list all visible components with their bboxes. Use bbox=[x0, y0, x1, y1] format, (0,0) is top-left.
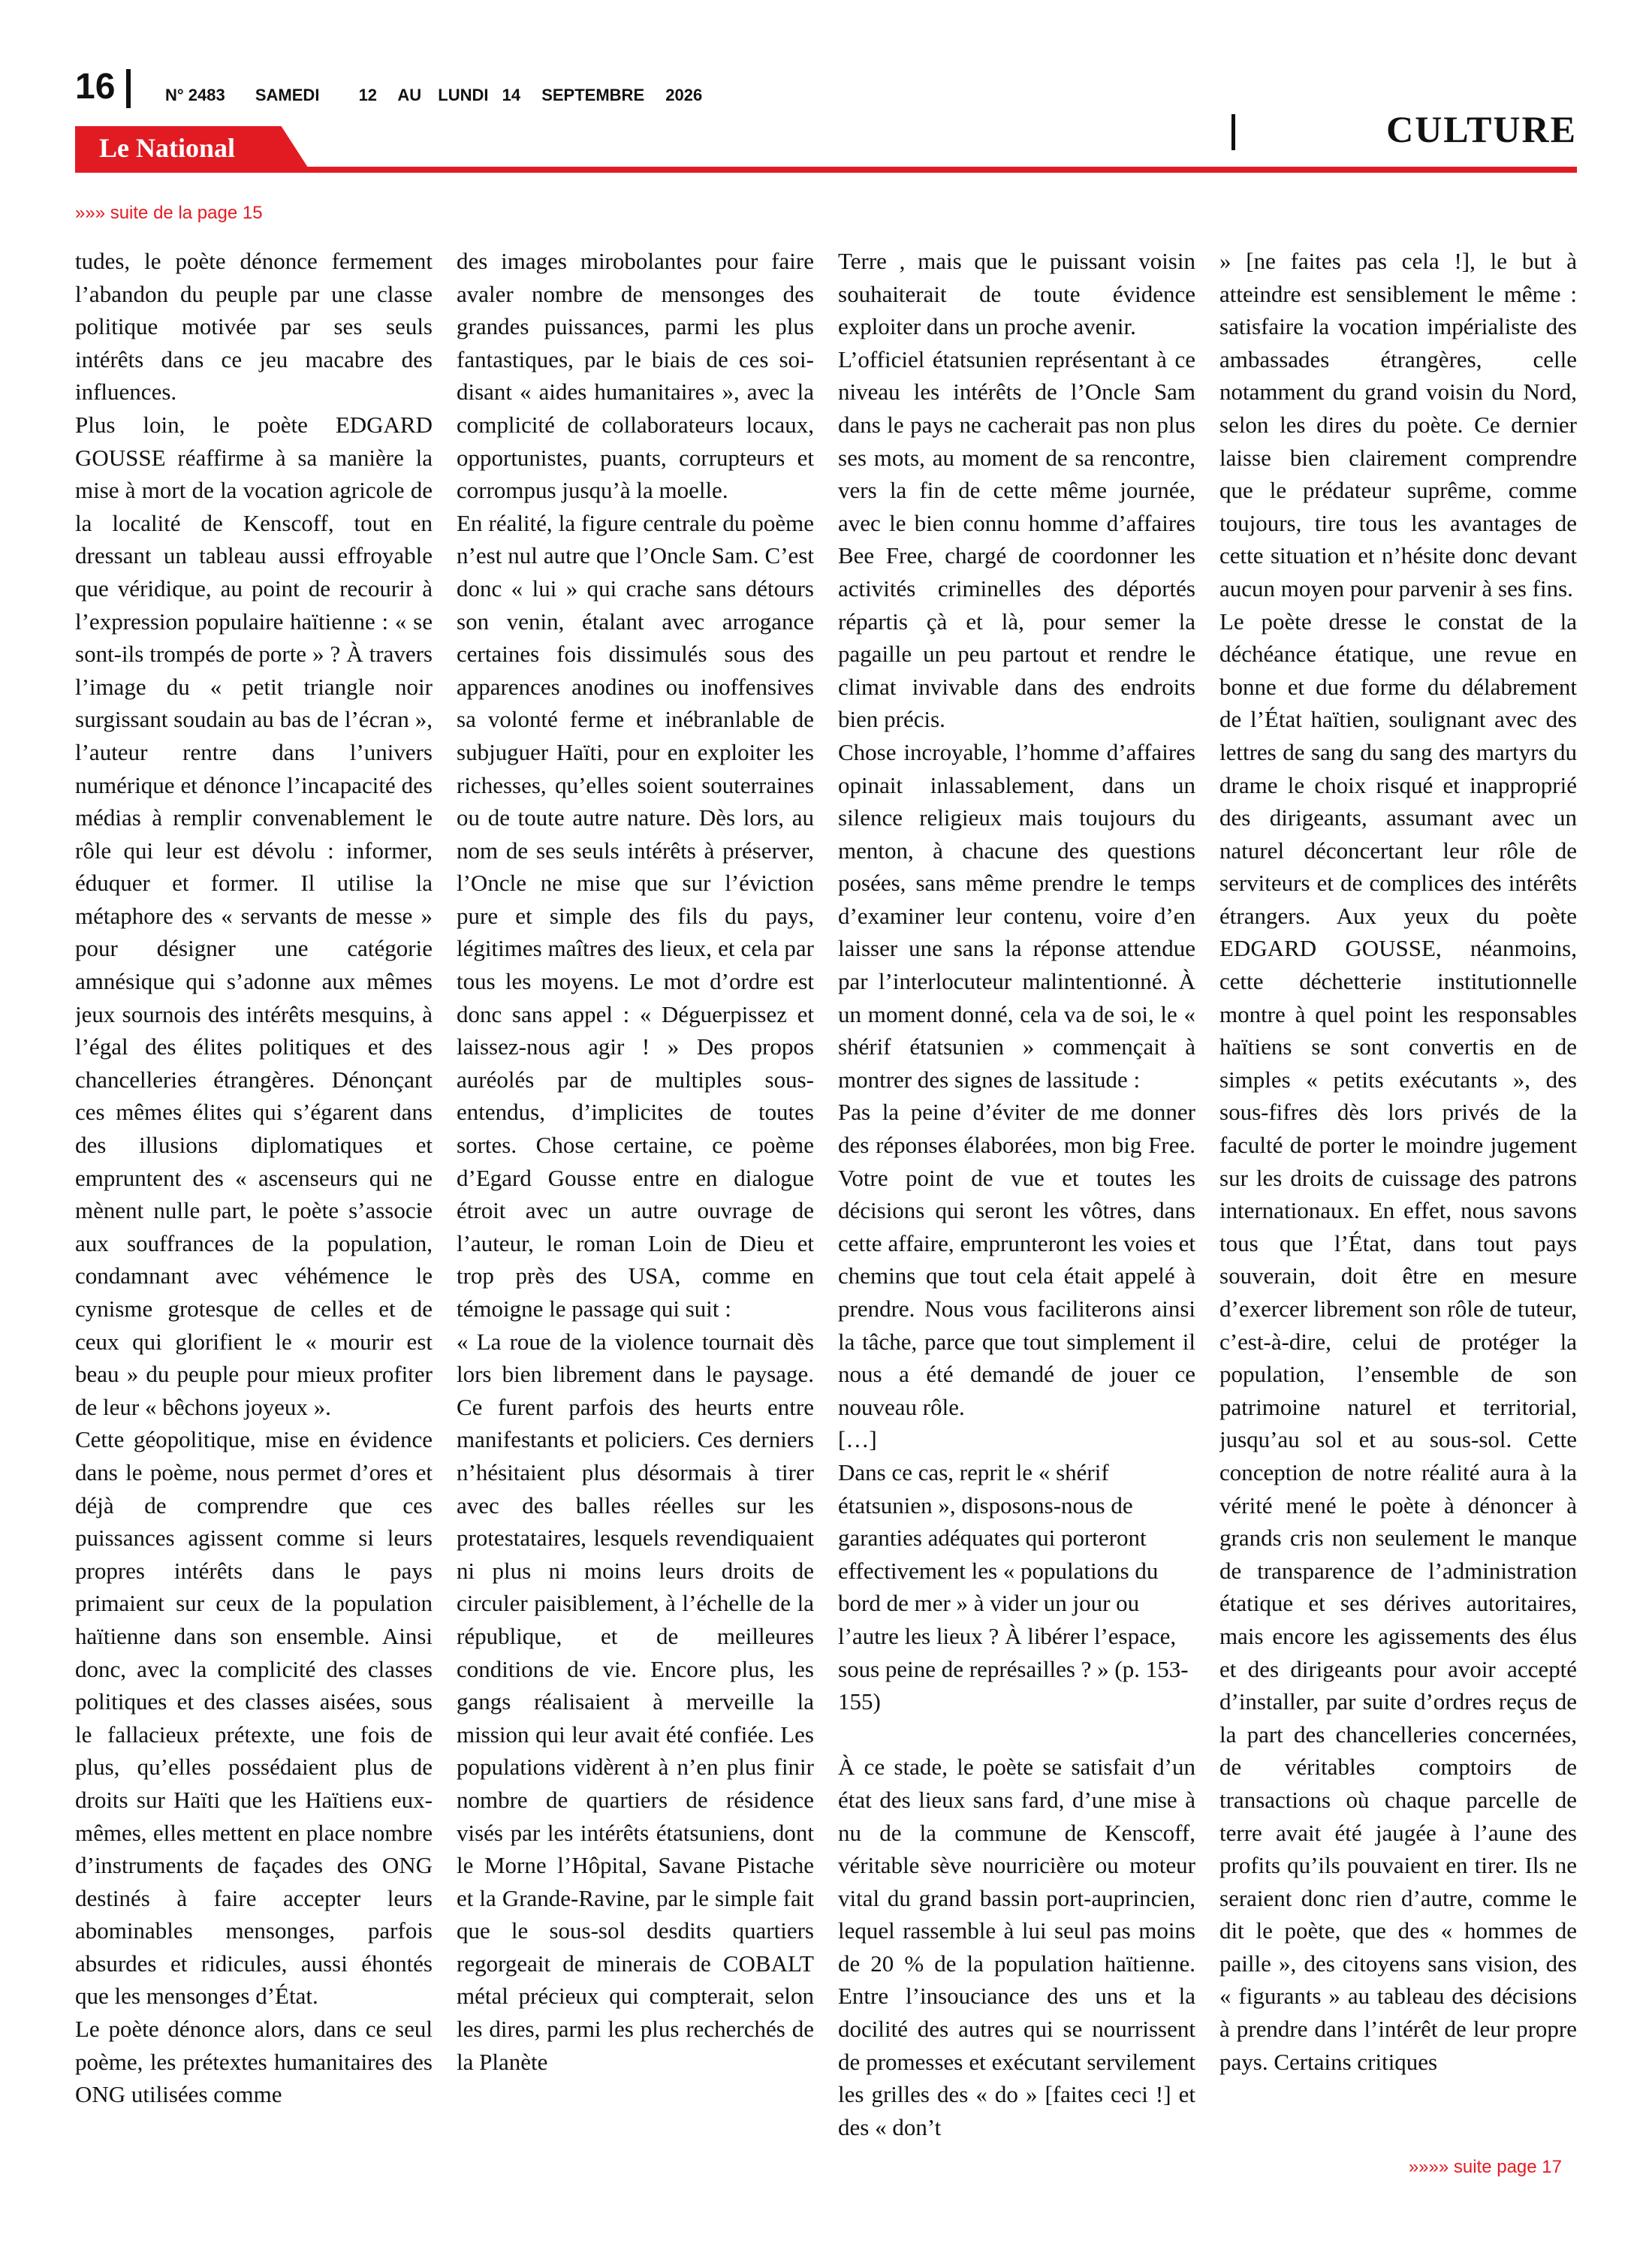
paragraph: Terre , mais que le puissant voisin souhaiterait de toute évidence exploiter dans un proche avenir. bbox=[838, 248, 1195, 340]
paragraph: L’officiel étatsunien représentant à ce niveau les intérêts de l’Oncle Sam dans le pays ne cacherait pas non plus ses mots, au moment de sa rencontre, vers la fin de cette même journée, avec le bien connu homme d’affaires Bee Free, chargé de coordonner les activités criminelles des déportés répartis çà et là, pour semer la pagaille un peu partout et rendre le climat invivable dans des endroits bien précis. bbox=[838, 345, 1195, 733]
issue-month: SEPTEMBRE bbox=[541, 86, 645, 104]
article-column-2 bbox=[457, 245, 814, 2143]
paragraph: En réalité, la figure centrale du poème n’est nul autre que l’Oncle Sam. C’est donc « lui » qui crache sans détours son venin, étalant avec arrogance certaines fois dissimulés sous des apparences anodines ou inoffensives sa volonté ferme et inébranlable de subjuguer Haïti, pour en exploiter les richesses, qu’elles soient souterraines ou de toute autre nature. Dès lors, au nom de ses seuls intérêts à préserver, l’Oncle ne mise que sur l’éviction pure et simple des fils du pays, légitimes maîtres des lieux, et cela par tous les moyens. Le mot d’ordre est donc sans appel : « Déguerpissez et laissez-nous agir ! » Des propos auréolés par de multiples sous-entendus, d’implicites de toutes sortes. Chose certaine, ce poème d’Egard Gousse entre en dialogue étroit avec un autre ouvrage de l’auteur, le roman Loin de Dieu et trop près des USA, comme en témoigne le passage qui suit : bbox=[457, 509, 814, 1322]
page-number: 16 bbox=[75, 67, 116, 107]
section-title: CULTURE bbox=[1386, 108, 1577, 150]
paragraph: Le poète dresse le constat de la déchéance étatique, une revue en bonne et due forme du délabrement de l’État haïtien, soulignant avec des lettres de sang du sang des martyrs du drame le choix risqué et inapproprié des dirigeants, assumant avec un naturel déconcertant leur rôle de serviteurs et de complices des intérêts étrangers. Aux yeux du poète EDGARD GOUSSE, néanmoins, cette déchetterie institutionnelle montre à quel point les responsables haïtiens se sont convertis en de simples « petits exécutants », des sous-fifres dès lors privés de la faculté de porter le moindre jugement sur les droits de cuissage des patrons internationaux. En effet, nous savons tous que l’État, dans tout pays souverain, doit être en mesure d’exercer librement son rôle de tuteur, c’est-à-dire, celui de protéger la population, l’ensemble de son patrimoine naturel et territorial, jusqu’au sol et au sous-sol. Cette conception de notre réalité aura à la vérité mené le poète à dénoncer à grands cris non seulement le manque de transparence de l’administration étatique et ses dérives autoritaires, mais encore les agissements des élus et des dirigeants pour avoir accepté d’installer, par suite d’ordres reçus de la part des chancelleries concernées, de véritables comptoirs de transactions où chaque parcelle de terre avait été jaugée à l’aune des profits qu’ils pouvaient en tirer. Ils ne seraient donc rien d’autre, comme le dit le poète, que des « hommes de paille », des citoyens sans vision, des « figurants » au tableau des décisions à prendre dans l’intérêt de leur propre pays. Certains critiques bbox=[1219, 608, 1577, 2075]
article-column-4 bbox=[1219, 245, 1577, 2143]
issue-connector: AU bbox=[397, 86, 422, 104]
paragraph: tudes, le poète dénonce fermement l’abandon du peuple par une classe politique motivée par ses seuls intérêts dans ce jeu macabre des influences. bbox=[75, 248, 433, 406]
brand-name: Le National bbox=[99, 133, 236, 163]
quote-paragraph: « La roue de la violence tournait dès lors bien librement dans le paysage. Ce furent parfois des heurts entre manifestants et policiers. Ces derniers n’hésitaient plus désormais à tirer avec des balles réelles sur les protestataires, lesquels revendiquaient ni plus ni moins leurs droits de circuler paisiblement, à l’échelle de la république, et de meilleures conditions de vie. Encore plus, les gangs réalisaient à merveille la mission qui leur avait été confiée. Les populations vidèrent à n’en plus finir nombre de quartiers de résidence visés par les intérêts étatsuniens, dont le Morne l’Hôpital, Savane Pistache et la Grande-Ravine, par le simple fait que le sous-sol desdits quartiers regorgeait de minerais de COBALT métal précieux qui compterait, selon les dires, parmi les plus recherchés de la Planète bbox=[457, 1328, 814, 2075]
section-separator bbox=[1231, 114, 1235, 150]
issue-year: 2026 bbox=[665, 86, 703, 104]
continued-to-link[interactable]: »»»» suite page 17 bbox=[1408, 2157, 1562, 2177]
issue-number: N° 2483 bbox=[165, 86, 225, 104]
paragraph: À ce stade, le poète se satisfait d’un état des lieux sans fard, d’une mise à nu de la commune de Kenscoff, véritable sève nourricière ou moteur vital du grand bassin port-auprincien, lequel rassemble à lui seul pas moins de 20 % de la population haïtienne. Entre l’insouciance des uns et la docilité des autres qui se nourrissent de promesses et exécutant servilement les grilles des « do » [faites ceci !] et des « don’t bbox=[838, 1754, 1195, 2140]
issue-date-end: 14 bbox=[502, 86, 521, 104]
issue-day-end: LUNDI bbox=[438, 86, 489, 104]
dialogue-paragraph: Dans ce cas, reprit le « shérif étatsunien », disposons-nous de garanties adéquates qui porteront effectivement les « populations du bord de mer » à vider un jour ou l’autre les lieux ? À libérer l’espace, sous peine de représailles ? » (p. 153-155) bbox=[838, 1458, 1189, 1715]
ellipsis-marker: […] bbox=[838, 1426, 877, 1453]
page-number-separator bbox=[126, 69, 131, 108]
continued-from-link[interactable]: »»» suite de la page 15 bbox=[75, 203, 263, 223]
dialogue-paragraph: Pas la peine d’éviter de me donner des réponses élaborées, mon big Free. Votre point de vue et toutes les décisions qui seront les vôtres, dans cette affaire, emprunteront les voies et chemins que tout cela était appelé à prendre. Nous vous faciliterons ainsi la tâche, parce que tout simplement il nous a été demandé de jouer ce nouveau rôle. bbox=[838, 1099, 1195, 1420]
issue-date-line bbox=[165, 86, 728, 105]
header-rule bbox=[75, 167, 1577, 173]
paragraph: Plus loin, le poète EDGARD GOUSSE réaffirme à sa manière la mise à mort de la vocation agricole de la localité de Kenscoff, tout en dressant un tableau aussi effroyable que véridique, au point de recourir à l’expression populaire haïtienne : « se sont-ils trompés de porte » ? À travers l’image du « petit triangle noir surgissant soudain au bas de l’écran », l’auteur rentre dans l’univers numérique et dénonce l’incapacité des médias à remplir convenablement le rôle qui leur est dévolu : informer, éduquer et former. Il utilise la métaphore des « servants de messe » pour désigner une catégorie amnésique qui s’adonne aux mêmes jeux sournois des intérêts mesquins, à l’égal des élites politiques et des chancelleries étrangères. Dénonçant ces mêmes élites qui s’égarent dans des illusions diplomatiques et empruntent des « ascenseurs qui ne mènent nulle part, le poète s’associe aux souffrances de la population, condamnant avec véhémence le cynisme grotesque de celles et de ceux qui glorifient le « mourir est beau » du peuple pour mieux profiter de leur « bêchons joyeux ». bbox=[75, 411, 433, 1420]
paragraph: » [ne faites pas cela !], le but à atteindre est sensiblement le même : satisfaire la vocation impérialiste des ambassades étrangères, celle notamment du grand voisin du Nord, selon les dires du poète. Ce dernier laisse bien clairement comprendre que le prédateur suprême, comme toujours, tire tous les avantages de cette situation et n’hésite donc devant aucun moyen pour parvenir à ses fins. bbox=[1219, 248, 1577, 602]
article-column-3 bbox=[838, 245, 1195, 2143]
paragraph: Chose incroyable, l’homme d’affaires opinait inlassablement, dans un silence religieux mais toujours du menton, à chacune des questions posées, sans même prendre le temps d’examiner leur contenu, voire d’en laisser une sans la réponse attendue par l’interlocuteur malintentionné. À un moment donné, cela va de soi, le « shérif étatsunien » commençait à montrer des signes de lassitude : bbox=[838, 738, 1195, 1093]
paragraph: Cette géopolitique, mise en évidence dans le poème, nous permet d’ores et déjà de comprendre que ces puissances agissent comme si leurs propres intérêts dans le pays primaient sur ceux de la population haïtienne dans son ensemble. Ainsi donc, avec la complicité des classes politiques et des classes aisées, sous le fallacieux prétexte, une fois de plus, qu’elles possédaient plus de droits sur Haïti que les Haïtiens eux-mêmes, elles mettent en place nombre d’instruments de façades des ONG destinés à faire accepter leurs abominables mensonges, parfois absurdes et ridicules, aussi éhontés que les mensonges d’État. bbox=[75, 1426, 433, 2010]
article-column-1 bbox=[75, 245, 433, 2143]
paragraph: Le poète dénonce alors, dans ce seul poème, les prétextes humanitaires des ONG utilisées comme bbox=[75, 2016, 433, 2108]
issue-day-start: SAMEDI bbox=[255, 86, 320, 104]
article-body bbox=[75, 245, 1577, 2143]
issue-date-start: 12 bbox=[358, 86, 378, 104]
paragraph: des images mirobolantes pour faire avaler nombre de mensonges des grandes puissances, parmi les plus fantastiques, par le biais de ces soi-disant « aides humanitaires », avec la complicité de collaborateurs locaux, opportunistes, puants, corrupteurs et corrompus jusqu’à la moelle. bbox=[457, 248, 814, 504]
